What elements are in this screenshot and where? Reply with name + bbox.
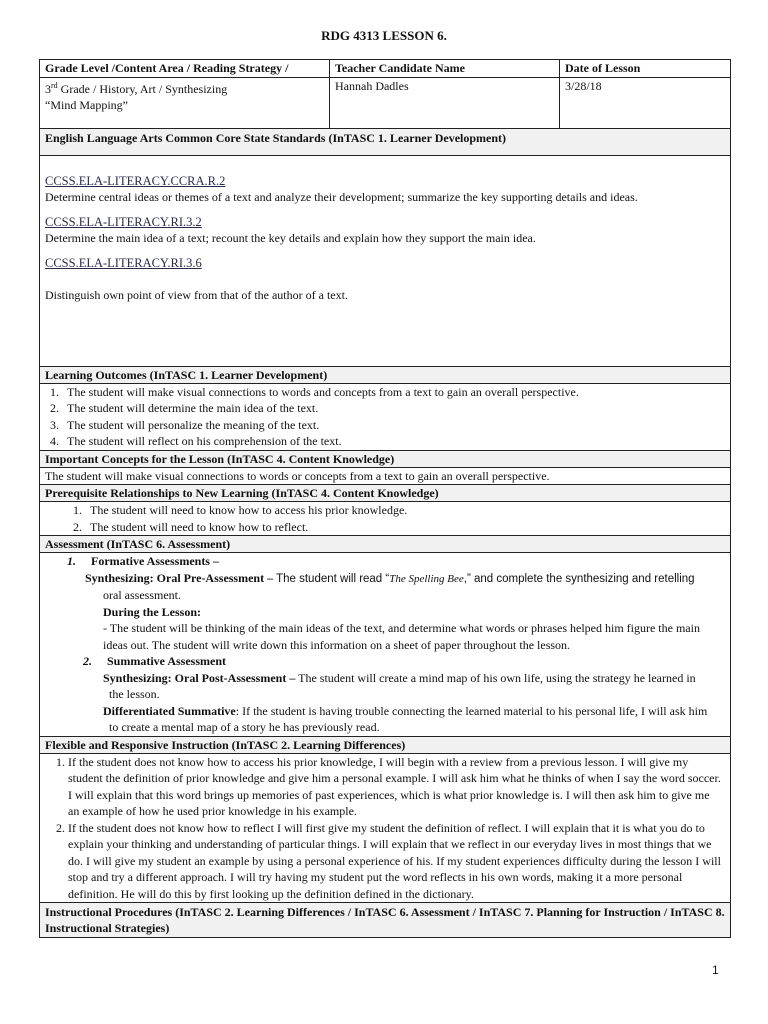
standard-desc-3: Distinguish own point of view from that of the author of a text. — [45, 288, 348, 302]
differentiated-continued: to create a mental map of a story he has previously read. — [109, 720, 380, 734]
assessment-body — [40, 552, 730, 736]
flexible-body — [40, 753, 730, 903]
post-assessment — [67, 670, 722, 687]
summative-title — [67, 653, 722, 670]
document-title: RDG 4313 LESSON 6. — [321, 28, 447, 43]
pre-assessment-continued: oral assessment. — [103, 588, 181, 602]
differentiated-label: Differentiated Summative — [103, 703, 236, 718]
list-item: 2. The student will need to know how to reflect. — [85, 519, 725, 536]
procedures-heading: Instructional Procedures (InTASC 2. Learning Differences / InTASC 6. Assessment / InTASC 7. Planning for Instruction / InTASC 8. Instructional Strategies) — [40, 902, 730, 938]
formative-title — [67, 553, 722, 570]
lesson-plan-form — [39, 59, 731, 938]
concepts-heading: Important Concepts for the Lesson (InTASC 4. Content Knowledge) — [40, 450, 730, 467]
learning-outcomes-list — [40, 384, 725, 450]
teacher-name-value: Hannah Dadles — [329, 78, 559, 128]
prerequisites-heading: Prerequisite Relationships to New Learning (InTASC 4. Content Knowledge) — [40, 484, 730, 501]
flexible-heading: Flexible and Responsive Instruction (InTASC 2. Learning Differences) — [40, 736, 730, 753]
standards-body — [40, 155, 730, 366]
pre-assessment-label: Synthesizing: Oral Pre-Assessment – — [85, 570, 274, 585]
date-header: Date of Lesson — [559, 60, 730, 77]
list-item: 2. The student will determine the main idea of the text. — [62, 400, 725, 417]
during-lesson-text: - The student will be thinking of the main ideas of the text, and determine what words or phrases helped him figure the main ideas out. The student will write down this information on a sheet of paper throughout the lesson. — [103, 621, 700, 652]
grade-details: Grade / History, Art / Synthesizing — [57, 81, 228, 96]
during-lesson-label-text: During the Lesson: — [103, 604, 202, 619]
pre-assessment-text-b: ,” and complete the synthesizing and retelling — [463, 572, 695, 585]
concepts-text: The student will make visual connections to words or concepts from a text to gain an overall perspective. — [40, 467, 730, 485]
formative-number: 1. — [67, 554, 76, 568]
standard-code-2: CCSS.ELA-LITERACY.RI.3.2 — [45, 214, 202, 229]
formative-title-text: Formative Assessments – — [91, 554, 219, 568]
book-title: The Spelling Bee — [389, 572, 464, 585]
standard-desc-2: Determine the main idea of a text; recount the key details and explain how they support the main idea. — [45, 231, 536, 245]
date-value: 3/28/18 — [559, 78, 730, 128]
summative-title-text: Summative Assessment — [107, 654, 226, 668]
differentiated-summative — [67, 703, 722, 720]
info-value-row — [40, 77, 730, 128]
grade-number: 3 — [45, 81, 51, 96]
pre-assessment — [67, 570, 722, 588]
standard-code-3: CCSS.ELA-LITERACY.RI.3.6 — [45, 255, 202, 270]
list-item: 1. The student will make visual connections to words and concepts from a text to gain an overall perspective. — [62, 384, 725, 401]
page-number: 1 — [712, 963, 719, 977]
prerequisites-list — [40, 502, 725, 535]
standards-heading: English Language Arts Common Core State Standards (InTASC 1. Learner Development) — [40, 128, 730, 155]
post-assessment-text: The student will create a mind map of his own life, using the strategy he learned in — [295, 670, 696, 685]
assessment-heading: Assessment (InTASC 6. Assessment) — [40, 535, 730, 552]
pre-assessment-text-a: The student will read “ — [273, 572, 390, 585]
list-item: 1. The student will need to know how to access his prior knowledge. — [85, 502, 725, 519]
during-lesson-label — [67, 604, 722, 621]
list-item: 3. The student will personalize the meaning of the text. — [62, 417, 725, 434]
summative-number: 2. — [83, 654, 92, 668]
flexible-list — [40, 754, 722, 903]
learning-outcomes-heading: Learning Outcomes (InTASC 1. Learner Development) — [40, 366, 730, 383]
teacher-name-header: Teacher Candidate Name — [329, 60, 559, 77]
differentiated-text: : If the student is having trouble connecting the learned material to his personal life, I will ask him — [235, 703, 708, 718]
info-header-row — [40, 59, 730, 77]
prerequisites-body — [40, 501, 730, 535]
reading-strategy: “Mind Mapping” — [45, 98, 128, 112]
learning-outcomes-body — [40, 383, 730, 450]
grade-level-value — [40, 78, 329, 128]
list-item: 4. The student will reflect on his comprehension of the text. — [62, 433, 725, 450]
standard-desc-1: Determine central ideas or themes of a text and analyze their development; summarize the key supporting details and ideas. — [45, 190, 638, 204]
standard-code-1: CCSS.ELA-LITERACY.CCRA.R.2 — [45, 173, 226, 188]
list-item: 1. If the student does not know how to access his prior knowledge, I will begin with a review from a previous lesson. I will give my student the definition of prior knowledge and give him a personal example. I will ask him what he thinks of when I say the word soccer. I will explain that this word brings up memories of past experiences, which is what prior knowledge is. I will then ask him to give me an example of how he used prior knowledge in his example. — [68, 754, 722, 820]
grade-suffix: rd — [51, 80, 58, 90]
post-assessment-continued: the lesson. — [109, 687, 160, 701]
post-assessment-label: Synthesizing: Oral Post-Assessment – — [103, 670, 296, 685]
list-item: 2. If the student does not know how to reflect I will first give my student the definition of reflect. I will explain that it is what you do to explain your thinking and understanding of particular things. I will explain that we reflect in our everyday lives in most things that we do. I will give my student an example by using a personal experience of his. If my student experiences difficulty during the lesson I will stop and try a different approach. I will try having my student put the word reflects in his own words, making it a more personal definition. He will do this by first looking up the definition defined in the dictionary. — [68, 820, 722, 903]
grade-level-header: Grade Level /Content Area / Reading Strategy / — [45, 61, 289, 75]
